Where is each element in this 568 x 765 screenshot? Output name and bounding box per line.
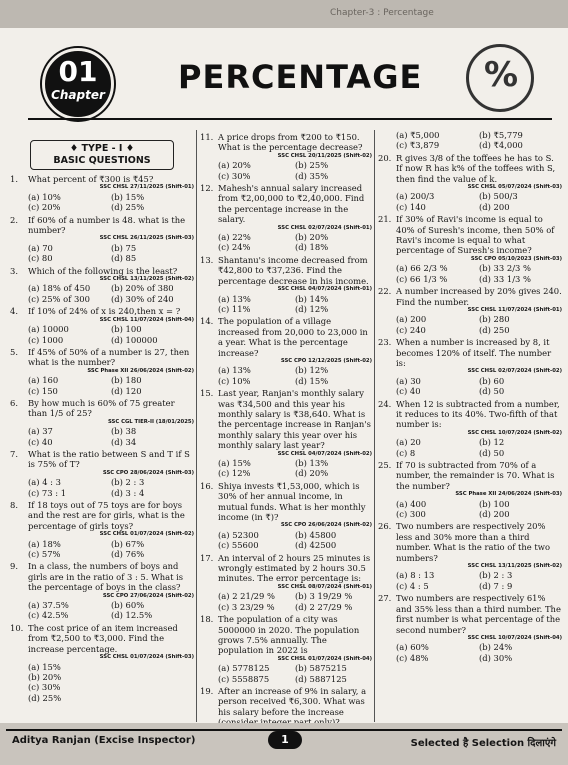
question-item — [378, 214, 562, 284]
answer-option: (a) 37 — [28, 426, 53, 437]
question-row — [378, 337, 562, 368]
answer-option: (c) 40 — [28, 436, 53, 447]
question-number: 14. — [200, 316, 214, 327]
question-row — [378, 286, 562, 307]
answer-option: (c) 25% of 300 — [28, 293, 90, 304]
exam-source: SSC CHSL 04/07/2024 (Shift-01) — [277, 286, 372, 293]
chapter-title: PERCENTAGE — [178, 58, 423, 96]
exam-source: SSC CHSL 11/07/2024 (Shift-01) — [467, 306, 562, 313]
question-item — [200, 132, 372, 181]
answer-option: (d) 15% — [295, 375, 329, 386]
answer-option: (b) 38 — [111, 426, 137, 437]
options-grid — [200, 294, 372, 315]
column-divider — [196, 130, 197, 722]
exam-source: SSC CHSL 08/07/2024 (Shift-01) — [277, 583, 372, 590]
answer-option: (d) 42500 — [295, 540, 337, 551]
answer-option: (a) 13% — [218, 365, 251, 376]
answer-option: (a) 2 21/29 % — [218, 591, 275, 602]
question-row — [10, 215, 194, 236]
chapter-number: 01 — [58, 55, 98, 88]
exam-source: SSC Phase XII 26/06/2024 (Shift-02) — [87, 367, 194, 374]
question-columns — [10, 130, 562, 722]
question-text: A number increased by 20% gives 240. Find the number. — [396, 286, 562, 307]
options-grid — [10, 426, 194, 447]
question-number: 7. — [10, 448, 18, 459]
question-text: The cost price of an item increased from ₹2,500 to ₹3,000. Find the increase percentage. — [28, 622, 178, 654]
answer-option: (b) 2 : 3 — [479, 570, 513, 581]
answer-option: (a) ₹5,000 — [396, 130, 440, 140]
question-row — [10, 266, 194, 276]
exam-source: SSC CHSL 05/07/2024 (Shift-03) — [467, 184, 562, 191]
exam-source: SSC CHSL 02/07/2024 (Shift-01) — [277, 224, 372, 231]
question-text: When a number is increased by 8, it becomes 120% of itself. The number is: — [396, 337, 552, 368]
question-number: 13. — [200, 254, 214, 265]
options-grid — [378, 376, 562, 397]
answer-option: (a) 4 : 3 — [28, 477, 61, 488]
answer-option: (b) 45800 — [295, 529, 337, 540]
answer-option: (d) 250 — [479, 324, 510, 335]
options-grid — [378, 263, 562, 284]
answer-option: (b) 60 — [479, 375, 505, 386]
column-divider — [374, 130, 375, 722]
question-item — [378, 286, 562, 335]
question-row — [10, 347, 194, 368]
exam-source: SSC CHSL 04/07/2024 (Shift-02) — [277, 450, 372, 457]
answer-option: (c) 20% — [28, 202, 61, 213]
options-grid — [10, 192, 194, 213]
question-number: 5. — [10, 346, 18, 357]
options-grid — [10, 283, 194, 304]
exam-source: SSC CHSL 27/11/2025 (Shift-01) — [99, 184, 194, 191]
footer-author: Aditya Ranjan (Excise Inspector) — [12, 735, 196, 746]
answer-option: (c) 10% — [218, 375, 251, 386]
answer-option: (c) ₹3,879 — [396, 140, 440, 151]
chapter-badge — [42, 48, 114, 120]
question-item — [10, 500, 194, 559]
question-number: 8. — [10, 500, 18, 510]
chapter-header — [28, 48, 552, 124]
answer-option: (a) 18% of 450 — [28, 283, 91, 294]
exam-source: SSC CPO 26/06/2024 (Shift-02) — [280, 522, 372, 529]
answer-option: (d) 85 — [111, 253, 137, 264]
answer-option: (d) 25% — [28, 692, 62, 703]
question-row — [200, 553, 372, 584]
running-head: Chapter-3 : Percentage — [330, 8, 434, 18]
answer-option: (b) 75 — [111, 242, 137, 253]
question-item — [378, 153, 562, 212]
exam-source: SSC CHSL 01/07/2024 (Shift-04) — [277, 655, 372, 662]
question-text: Shantanu's income decreased from ₹42,800 to ₹37,236. Find the percentage decrease in his income. — [218, 254, 369, 286]
answer-option: (d) 30% — [479, 652, 513, 663]
question-number: 22. — [378, 286, 392, 297]
answer-option: (a) 160 — [28, 375, 59, 386]
options-grid — [10, 662, 194, 704]
question-number: 20. — [378, 152, 392, 163]
answer-option: (c) 30% — [28, 682, 61, 693]
question-item — [10, 266, 194, 305]
question-item — [10, 174, 194, 213]
answer-option: (b) 20% — [28, 671, 62, 682]
answer-option: (c) 8 — [396, 447, 416, 458]
options-grid — [378, 642, 562, 663]
exam-source: SSC CHSL 01/07/2024 (Shift-03) — [99, 654, 194, 661]
question-row — [378, 399, 562, 430]
column-1 — [10, 130, 194, 722]
question-number: 17. — [200, 552, 214, 563]
column-2 — [200, 130, 372, 722]
question-row — [10, 174, 194, 184]
answer-option: (a) 200/3 — [396, 191, 435, 202]
answer-option: (c) 3 23/29 % — [218, 601, 275, 612]
question-text: Mahesh's annual salary increased from ₹2,00,000 to ₹2,40,000. Find the percentage increase in the salary. — [218, 183, 365, 225]
options-grid — [10, 600, 194, 621]
question-text: Two numbers are respectively 20% less and 30% more than a third number. What is the ratio of the two numbers? — [396, 521, 550, 563]
answer-option: (c) 240 — [396, 324, 426, 335]
options-grid — [378, 437, 562, 458]
answer-option: (d) 12% — [295, 303, 329, 314]
answer-option: (c) 24% — [218, 242, 251, 253]
answer-option: (d) 50 — [479, 447, 505, 458]
answer-option: (c) 42.5% — [28, 610, 69, 621]
answer-option: (d) 25% — [111, 202, 145, 213]
answer-option: (d) 34 — [111, 436, 137, 447]
question-item — [200, 553, 372, 612]
answer-option: (d) 18% — [295, 242, 329, 253]
answer-option: (c) 48% — [396, 652, 429, 663]
options-grid — [10, 539, 194, 560]
answer-option: (b) 12% — [295, 365, 329, 376]
question-row — [200, 614, 372, 656]
question-text: If 10% of 24% of x is 240,then x = ? — [28, 306, 181, 317]
options-grid — [378, 499, 562, 520]
question-row — [378, 521, 562, 563]
question-number: 12. — [200, 183, 214, 194]
answer-option: (b) 25% — [295, 160, 329, 171]
answer-option: (c) 11% — [218, 303, 251, 314]
question-row — [200, 388, 372, 450]
question-text: The population of a city was 5000000 in 2020. The population grows 7.5% annually. The population in 2022 is — [218, 614, 360, 656]
question-text: When 12 is subtracted from a number, it reduces to its 40%. Two-fifth of that number is: — [396, 398, 560, 430]
question-item — [378, 337, 562, 396]
question-item — [200, 614, 372, 684]
question-row — [200, 255, 372, 286]
question-item — [200, 316, 372, 386]
answer-option: (d) 7 : 9 — [479, 580, 513, 591]
options-grid — [378, 130, 562, 151]
question-number: 23. — [378, 337, 392, 348]
answer-option: (b) 67% — [111, 538, 145, 549]
answer-option: (d) 3 : 4 — [111, 487, 145, 498]
question-row — [200, 316, 372, 358]
question-text: An interval of 2 hours 25 minutes is wrongly estimated by 2 hours 30.5 minutes. The error percentage is: — [218, 552, 371, 584]
answer-option: (d) 35% — [295, 170, 329, 181]
answer-option: (c) 300 — [396, 509, 426, 520]
question-text: A price drops from ₹200 to ₹150. What is the percentage decrease? — [218, 132, 363, 153]
question-row — [378, 214, 562, 256]
answer-option: (b) 12 — [479, 437, 505, 448]
question-text: After an increase of 9% in salary, a person received ₹6,300. What was his salary before the increase — [218, 685, 367, 717]
question-number: 16. — [200, 480, 214, 491]
answer-option: (a) 10000 — [28, 324, 69, 335]
page-number: 1 — [268, 731, 302, 749]
question-text: By how much is 60% of 75 greater than 1/5 of 25? — [28, 397, 175, 419]
answer-option: (b) 20% — [295, 232, 329, 243]
options-grid — [10, 243, 194, 264]
exam-source: SSC CHSL 26/11/2025 (Shift-03) — [99, 235, 194, 242]
options-grid — [10, 324, 194, 345]
question-item — [378, 130, 562, 151]
answer-option: (d) 200 — [479, 509, 510, 520]
type-subheading: BASIC QUESTIONS — [53, 155, 151, 166]
page-footer — [0, 723, 568, 765]
answer-option: (a) 400 — [396, 498, 427, 509]
question-number: 2. — [10, 214, 18, 225]
question-item — [10, 215, 194, 264]
percent-emblem-icon — [466, 44, 534, 112]
answer-option: (a) 60% — [396, 642, 429, 653]
question-item — [10, 347, 194, 396]
question-row — [378, 593, 562, 635]
question-item — [378, 399, 562, 458]
question-row — [378, 460, 562, 491]
question-text: In a class, the numbers of boys and girls are in the ratio of 3 : 5. What is the percentage of boys in the class? — [28, 561, 184, 593]
question-item — [10, 449, 194, 498]
question-number: 21. — [378, 214, 392, 225]
question-row — [10, 623, 194, 654]
answer-option: (d) 50 — [479, 386, 505, 397]
question-item — [10, 306, 194, 345]
answer-option: (c) 5558875 — [218, 673, 270, 684]
options-grid — [378, 191, 562, 212]
question-text: What percent of ₹300 is ₹45? — [28, 174, 154, 184]
question-number: 24. — [378, 398, 392, 409]
exam-source: SSC CPO 05/10/2023 (Shift-03) — [470, 255, 562, 262]
question-item — [378, 460, 562, 519]
answer-option: (a) 37.5% — [28, 600, 69, 611]
question-text: If 70 is subtracted from 70% of a number, the remainder is 70. What is the number? — [396, 460, 555, 491]
question-item — [10, 398, 194, 447]
question-number: 26. — [378, 521, 392, 532]
answer-option: (c) 66 1/3 % — [396, 273, 448, 284]
options-grid — [10, 477, 194, 498]
question-number: 18. — [200, 614, 214, 625]
question-item — [378, 521, 562, 591]
question-number: 15. — [200, 388, 214, 399]
type-heading-box — [30, 140, 174, 170]
question-number: 6. — [10, 397, 18, 408]
question-number: 4. — [10, 306, 18, 317]
answer-option: (d) ₹4,000 — [479, 140, 523, 151]
answer-option: (d) 5887125 — [295, 673, 347, 684]
answer-option: (b) 13% — [295, 458, 329, 468]
answer-option: (a) 30 — [396, 375, 421, 386]
answer-option: (a) 10% — [28, 191, 61, 202]
answer-option: (c) 4 : 5 — [396, 580, 429, 591]
type-heading: ♦ TYPE - I ♦ — [69, 143, 135, 154]
answer-option: (d) 200 — [479, 201, 510, 212]
answer-option: (a) 200 — [396, 314, 427, 325]
answer-option: (b) 14% — [295, 293, 329, 304]
options-grid — [378, 570, 562, 591]
options-grid — [200, 458, 372, 479]
question-item — [200, 183, 372, 253]
answer-option: (c) 73 : 1 — [28, 487, 67, 498]
answer-option: (a) 70 — [28, 242, 53, 253]
exam-source: SSC CHSL 11/07/2024 (Shift-04) — [99, 316, 194, 323]
question-number: 19. — [200, 685, 214, 696]
exam-source: SSC CHSL 01/07/2024 (Shift-02) — [99, 531, 194, 538]
question-row — [200, 183, 372, 225]
question-text: If 45% of 50% of a number is 27, then what is the number? — [28, 346, 190, 368]
answer-option: (d) 76% — [111, 549, 145, 560]
question-text: Shiya invests ₹1,53,000, which is 30% of her annual income, in mutual funds. What is her monthly income (in ₹)? — [218, 480, 366, 523]
question-row — [200, 481, 372, 523]
answer-option: (b) 3 19/29 % — [295, 591, 353, 602]
question-row — [200, 686, 372, 728]
answer-option: (b) 5875215 — [295, 663, 347, 674]
exam-source: SSC CPO 12/12/2025 (Shift-02) — [280, 357, 372, 364]
answer-option: (a) 22% — [218, 232, 251, 243]
question-item — [10, 623, 194, 703]
answer-option: (b) 33 2/3 % — [479, 263, 531, 274]
question-number: 25. — [378, 460, 392, 470]
exam-source: SSC CHSL 02/07/2024 (Shift-02) — [467, 368, 562, 375]
exam-source: SSC CPO 27/06/2024 (Shift-02) — [102, 592, 194, 599]
question-item — [10, 561, 194, 620]
answer-option: (a) 52300 — [218, 529, 259, 540]
answer-option: (a) 18% — [28, 538, 61, 549]
answer-option: (a) 5778125 — [218, 663, 270, 674]
answer-option: (b) ₹5,779 — [479, 130, 523, 140]
answer-option: (a) 8 : 13 — [396, 570, 435, 581]
answer-option: (d) 33 1/3 % — [479, 273, 531, 284]
answer-option: (d) 30% of 240 — [111, 293, 174, 304]
chapter-label: Chapter — [51, 88, 105, 102]
question-row — [10, 500, 194, 531]
exam-source: SSC CPO 28/06/2024 (Shift-03) — [102, 469, 194, 476]
answer-option: (c) 150 — [28, 385, 58, 396]
question-text: What is the ratio between S and T if S is 75% of T? — [28, 448, 190, 470]
answer-option: (b) 15% — [111, 191, 145, 202]
exam-source: SSC CHSL 13/11/2025 (Shift-02) — [99, 276, 194, 283]
options-grid — [378, 314, 562, 335]
answer-option: (b) 180 — [111, 375, 142, 386]
question-number: 10. — [10, 622, 24, 633]
answer-option: (c) 55600 — [218, 540, 259, 551]
question-text: If 30% of Ravi's income is equal to 40% of Suresh's income, then 50% of Ravi's income is equal to what percentage of Suresh's income? — [396, 214, 555, 256]
question-row — [378, 153, 562, 184]
answer-option: (d) 12.5% — [111, 610, 153, 621]
running-head-bar — [0, 0, 568, 28]
exam-source: SSC CHSL 20/11/2025 (Shift-02) — [277, 152, 372, 159]
answer-option: (b) 280 — [479, 314, 510, 325]
options-grid — [10, 375, 194, 396]
question-text: If 18 toys out of 75 toys are for boys and the rest are for girls, what is the percentage of girls toys? — [28, 500, 185, 531]
question-text: Two numbers are respectively 61% and 35% less than a third number. The first number is what percentage of the second number? — [396, 593, 561, 635]
question-row — [10, 306, 194, 316]
question-text: The population of a village increased from 20,000 to 23,000 in a year. What is the percentage increase? — [218, 316, 368, 358]
answer-option: (c) 30% — [218, 170, 251, 181]
question-text: If 60% of a number is 48. what is the number? — [28, 214, 186, 236]
question-item — [200, 388, 372, 479]
question-number: 9. — [10, 561, 18, 572]
answer-option: (a) 13% — [218, 293, 251, 304]
answer-option: (b) 100 — [111, 324, 142, 335]
footer-bar — [6, 729, 562, 753]
question-item — [200, 481, 372, 551]
header-divider — [28, 118, 552, 120]
question-row — [10, 398, 194, 419]
question-number: 1. — [10, 174, 18, 184]
answer-option: (d) 2 27/29 % — [295, 601, 353, 612]
question-number: 11. — [200, 132, 214, 142]
column-3 — [378, 130, 562, 722]
question-text: R gives 3/8 of the toffees he has to S. If now R has k% of the toffees with S, then find the value of k. — [396, 152, 556, 184]
exam-source: SSC Phase XII 24/06/2024 (Shift-03) — [455, 491, 562, 498]
answer-option: (c) 40 — [396, 386, 421, 397]
question-row — [200, 132, 372, 153]
question-number: 3. — [10, 265, 18, 276]
answer-option: (a) 15% — [28, 661, 61, 672]
options-grid — [200, 160, 372, 181]
options-grid — [200, 530, 372, 551]
answer-option: (a) 20% — [218, 160, 251, 171]
answer-option: (c) 57% — [28, 549, 61, 560]
options-grid — [200, 232, 372, 253]
options-grid — [200, 663, 372, 684]
question-row — [10, 449, 194, 470]
question-text: Last year, Ranjan's monthly salary was ₹34,500 and this year his monthly salary is ₹38,640. What is the percentage increase in Ranjan's monthly salary this year over his monthly salary last year? — [218, 388, 371, 451]
answer-option: (b) 24% — [479, 642, 513, 653]
answer-option: (c) 80 — [28, 253, 53, 264]
exam-source: SSC CHSL 10/07/2024 (Shift-04) — [467, 634, 562, 641]
answer-option: (d) 20% — [295, 468, 329, 479]
question-text: Which of the following is the least? — [28, 265, 178, 276]
answer-option: (a) 66 2/3 % — [396, 263, 448, 274]
answer-option: (d) 120 — [111, 385, 142, 396]
answer-option: (c) 140 — [396, 201, 426, 212]
answer-option: (b) 100 — [479, 498, 510, 509]
answer-option: (c) 12% — [218, 468, 251, 479]
question-item — [200, 255, 372, 314]
answer-option: (b) 2 : 3 — [111, 477, 145, 488]
answer-option: (b) 500/3 — [479, 191, 518, 202]
answer-option: (b) 20% of 380 — [111, 283, 174, 294]
exam-source: SSC CHSL 10/07/2024 (Shift-02) — [467, 429, 562, 436]
footer-tagline: Selected है Selection दिलाएंगे — [410, 738, 556, 749]
question-row — [10, 561, 194, 592]
exam-source: SSC CGL TIER-II (18/01/2025) — [107, 418, 194, 425]
question-item — [378, 593, 562, 663]
answer-option: (a) 20 — [396, 437, 421, 448]
options-grid — [200, 591, 372, 612]
answer-option: (a) 15% — [218, 458, 251, 468]
exam-source: SSC CHSL 13/11/2025 (Shift-02) — [467, 563, 562, 570]
question-number: 27. — [378, 593, 392, 604]
options-grid — [200, 365, 372, 386]
answer-option: (d) 100000 — [111, 334, 158, 345]
answer-option: (c) 1000 — [28, 334, 64, 345]
answer-option: (b) 60% — [111, 600, 145, 611]
